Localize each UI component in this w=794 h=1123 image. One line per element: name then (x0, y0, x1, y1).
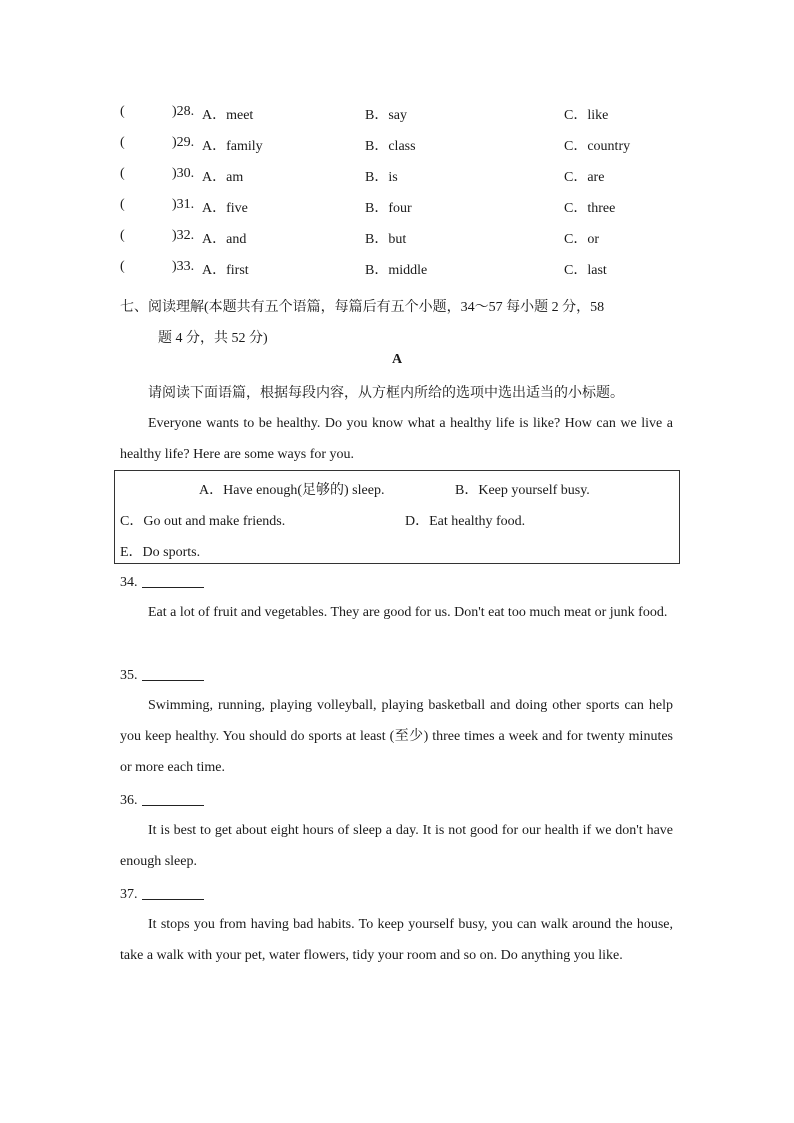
option-c: C．or (564, 232, 599, 247)
box-option-b: B．Keep yourself busy. (455, 483, 590, 498)
answer-paren-open: ( (120, 135, 125, 150)
box-option-e: E．Do sports. (120, 545, 201, 560)
option-a: A．five (202, 201, 248, 216)
option-b: B．middle (365, 263, 428, 278)
answer-paren-open: ( (120, 197, 125, 212)
item-number: 37. (120, 887, 138, 902)
item-34-text: Eat a lot of fruit and vegetables. They are good for us. Don't eat too much meat or junk food. (148, 605, 668, 620)
option-a: A．am (202, 170, 244, 185)
answer-paren-open: ( (120, 228, 125, 243)
option-b: B．say (365, 108, 407, 123)
options-box (114, 470, 680, 564)
option-c: C．three (564, 201, 616, 216)
question-number: )33. (172, 259, 195, 274)
item-35 (120, 666, 204, 684)
question-row-29 (120, 135, 680, 155)
option-b: B．four (365, 201, 412, 216)
box-option-a: A．Have enough(足够的) sleep. (199, 483, 385, 498)
item-number: 36. (120, 793, 138, 808)
question-row-28 (120, 104, 680, 124)
option-c: C．like (564, 108, 609, 123)
option-a: A．and (202, 232, 247, 247)
section-heading (120, 292, 680, 354)
item-36 (120, 791, 204, 809)
option-a: A．meet (202, 108, 254, 123)
intro-paragraph: Everyone wants to be healthy. Do you know what a healthy life is like? How can we live a healthy life? Here are some ways for you. (120, 416, 673, 462)
option-c: C．are (564, 170, 605, 185)
option-b: B．but (365, 232, 407, 247)
item-36-text: It is best to get about eight hours of sleep a day. It is not good for our health if we don't have enough sleep. (120, 823, 673, 869)
answer-blank[interactable] (142, 573, 204, 588)
question-row-31 (120, 197, 680, 217)
item-37-text: It stops you from having bad habits. To keep yourself busy, you can walk around the house, take a walk with your pet, water flowers, tidy your room and so on. Do anything you like. (120, 917, 673, 963)
answer-paren-open: ( (120, 104, 125, 119)
item-37 (120, 885, 204, 903)
item-35-text: Swimming, running, playing volleyball, playing basketball and doing other sports can help you keep healthy. You should do sports at least (至少) three times a week and for twenty minutes or more each time. (120, 698, 673, 775)
answer-blank[interactable] (142, 885, 204, 900)
option-c: C．country (564, 139, 631, 154)
answer-blank[interactable] (142, 791, 204, 806)
item-number: 34. (120, 575, 138, 590)
question-row-32 (120, 228, 680, 248)
box-option-c: C．Go out and make friends. (120, 514, 286, 529)
item-34 (120, 573, 204, 591)
section-title-line2: 题 4 分，共 52 分) (158, 331, 268, 346)
item-number: 35. (120, 668, 138, 683)
option-c: C．last (564, 263, 607, 278)
question-row-30 (120, 166, 680, 186)
question-number: )30. (172, 166, 195, 181)
passage-label: A (391, 352, 403, 367)
question-number: )31. (172, 197, 195, 212)
option-a: A．family (202, 139, 263, 154)
instruction-text: 请阅读下面语篇，根据每段内容，从方框内所给的选项中选出适当的小标题。 (148, 386, 624, 401)
option-b: B．class (365, 139, 416, 154)
question-number: )32. (172, 228, 195, 243)
box-option-d: D．Eat healthy food. (405, 514, 526, 529)
option-a: A．first (202, 263, 249, 278)
answer-blank[interactable] (142, 666, 204, 681)
option-b: B．is (365, 170, 398, 185)
question-number: )29. (172, 135, 195, 150)
question-number: )28. (172, 104, 195, 119)
question-row-33 (120, 259, 680, 279)
section-title-line1: 七、阅读理解(本题共有五个语篇，每篇后有五个小题，34～57 每小题 2 分，58 (120, 300, 605, 315)
answer-paren-open: ( (120, 259, 125, 274)
answer-paren-open: ( (120, 166, 125, 181)
